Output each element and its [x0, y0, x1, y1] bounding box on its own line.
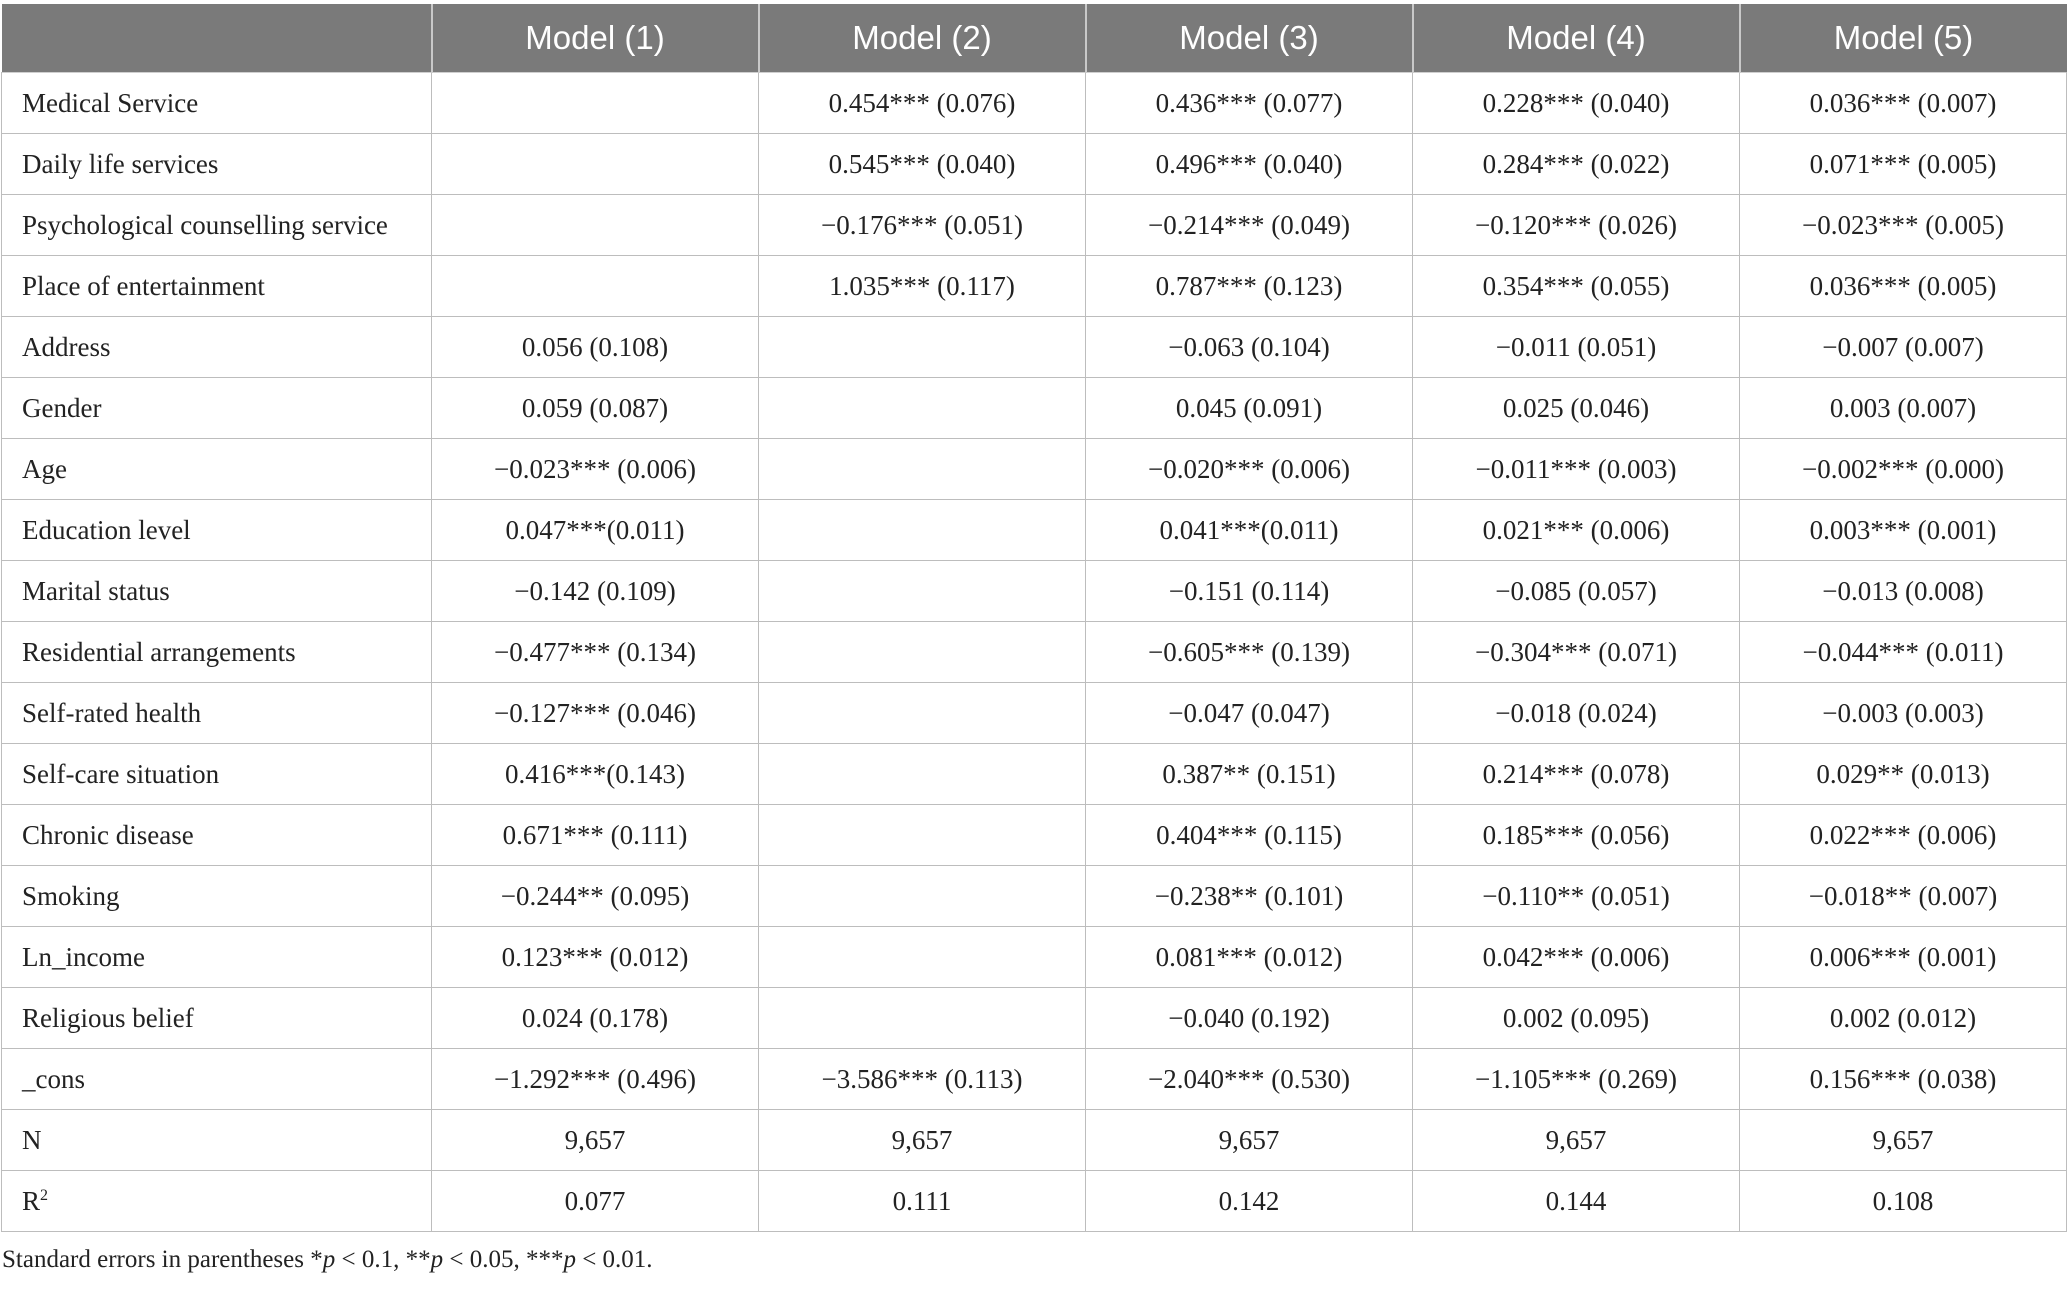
table-cell: 0.042*** (0.006) — [1413, 927, 1740, 988]
row-label: Self-rated health — [2, 683, 432, 744]
row-label: Residential arrangements — [2, 622, 432, 683]
row-label: Address — [2, 317, 432, 378]
table-cell: −0.142 (0.109) — [432, 561, 759, 622]
row-label — [2, 1171, 432, 1232]
table-cell — [759, 622, 1086, 683]
table-row — [2, 988, 2067, 1049]
table-cell: 0.045 (0.091) — [1086, 378, 1413, 439]
table-cell: 0.387** (0.151) — [1086, 744, 1413, 805]
table-cell: 1.035*** (0.117) — [759, 256, 1086, 317]
table-cell: 0.284*** (0.022) — [1413, 134, 1740, 195]
footnote-p: p — [322, 1246, 336, 1273]
table-cell: −0.127*** (0.046) — [432, 683, 759, 744]
row-label: Marital status — [2, 561, 432, 622]
table-cell: −3.586*** (0.113) — [759, 1049, 1086, 1110]
row-label: Religious belief — [2, 988, 432, 1049]
table-cell: 0.185*** (0.056) — [1413, 805, 1740, 866]
table-cell: −0.244** (0.095) — [432, 866, 759, 927]
table-cell: −0.011*** (0.003) — [1413, 439, 1740, 500]
table-cell: −0.110** (0.051) — [1413, 866, 1740, 927]
table-cell: −0.238** (0.101) — [1086, 866, 1413, 927]
table-row — [2, 744, 2067, 805]
table-cell: 0.022*** (0.006) — [1740, 805, 2067, 866]
table-cell: 9,657 — [1413, 1110, 1740, 1171]
table-row — [2, 683, 2067, 744]
table-cell: −0.023*** (0.006) — [432, 439, 759, 500]
table-cell — [759, 500, 1086, 561]
row-label: N — [2, 1110, 432, 1171]
table-cell: −0.011 (0.051) — [1413, 317, 1740, 378]
table-cell: 0.059 (0.087) — [432, 378, 759, 439]
table-row — [2, 561, 2067, 622]
table-cell: −0.214*** (0.049) — [1086, 195, 1413, 256]
table-cell: 0.036*** (0.005) — [1740, 256, 2067, 317]
table-cell — [432, 134, 759, 195]
table-cell: 0.002 (0.012) — [1740, 988, 2067, 1049]
row-label: Ln_income — [2, 927, 432, 988]
table-cell: 9,657 — [1086, 1110, 1413, 1171]
table-cell: 0.081*** (0.012) — [1086, 927, 1413, 988]
table-cell: 0.077 — [432, 1171, 759, 1232]
table-cell — [759, 805, 1086, 866]
table-cell: 0.003 (0.007) — [1740, 378, 2067, 439]
table-cell — [759, 866, 1086, 927]
table-cell: −0.044*** (0.011) — [1740, 622, 2067, 683]
table-row — [2, 1110, 2067, 1171]
table-cell: −0.151 (0.114) — [1086, 561, 1413, 622]
table-cell — [759, 439, 1086, 500]
table-cell: 0.071*** (0.005) — [1740, 134, 2067, 195]
table-cell: −2.040*** (0.530) — [1086, 1049, 1413, 1110]
table-cell: 9,657 — [759, 1110, 1086, 1171]
header-cell-model: Model (5) — [1740, 4, 2067, 73]
r-squared-label: R — [22, 1185, 41, 1216]
footnote-text: < 0.1, ** — [335, 1246, 431, 1273]
header-cell-model: Model (1) — [432, 4, 759, 73]
table-cell: 0.671*** (0.111) — [432, 805, 759, 866]
table-cell: 0.002 (0.095) — [1413, 988, 1740, 1049]
table-cell: 0.787*** (0.123) — [1086, 256, 1413, 317]
table-cell: 0.025 (0.046) — [1413, 378, 1740, 439]
table-cell: 0.108 — [1740, 1171, 2067, 1232]
table-cell: −0.023*** (0.005) — [1740, 195, 2067, 256]
table-row — [2, 927, 2067, 988]
r-squared-superscript: 2 — [40, 1186, 49, 1204]
table-row — [2, 134, 2067, 195]
table-cell: −0.020*** (0.006) — [1086, 439, 1413, 500]
footnote-text: < 0.05, *** — [443, 1246, 564, 1273]
table-cell: −0.477*** (0.134) — [432, 622, 759, 683]
table-row — [2, 1049, 2067, 1110]
table-cell: 0.228*** (0.040) — [1413, 73, 1740, 134]
table-row — [2, 439, 2067, 500]
table-row-r-squared — [2, 1171, 2067, 1232]
table-cell: 0.041***(0.011) — [1086, 500, 1413, 561]
row-label: Medical Service — [2, 73, 432, 134]
table-cell: 0.416***(0.143) — [432, 744, 759, 805]
table-cell — [759, 317, 1086, 378]
header-cell-variable — [2, 4, 432, 73]
table-row — [2, 378, 2067, 439]
table-row — [2, 195, 2067, 256]
table-cell — [759, 378, 1086, 439]
regression-table-container — [0, 4, 2068, 1274]
table-cell: −0.120*** (0.026) — [1413, 195, 1740, 256]
table-row — [2, 500, 2067, 561]
header-row — [2, 4, 2067, 73]
row-label: _cons — [2, 1049, 432, 1110]
table-cell: −0.047 (0.047) — [1086, 683, 1413, 744]
table-cell — [432, 195, 759, 256]
table-cell: 0.047***(0.011) — [432, 500, 759, 561]
table-cell: −0.605*** (0.139) — [1086, 622, 1413, 683]
table-cell: 9,657 — [432, 1110, 759, 1171]
table-cell: −0.013 (0.008) — [1740, 561, 2067, 622]
table-cell: −0.002*** (0.000) — [1740, 439, 2067, 500]
footnote-p: p — [430, 1246, 444, 1273]
table-cell: 0.436*** (0.077) — [1086, 73, 1413, 134]
table-cell: 0.214*** (0.078) — [1413, 744, 1740, 805]
table-cell: −0.085 (0.057) — [1413, 561, 1740, 622]
table-cell — [759, 683, 1086, 744]
table-cell — [759, 744, 1086, 805]
table-cell: 0.111 — [759, 1171, 1086, 1232]
row-label: Education level — [2, 500, 432, 561]
footnote-text: Standard errors in parentheses * — [2, 1246, 323, 1273]
table-cell: 0.024 (0.178) — [432, 988, 759, 1049]
table-footnote — [2, 1246, 2068, 1274]
row-label: Chronic disease — [2, 805, 432, 866]
row-label: Gender — [2, 378, 432, 439]
footnote-p: p — [563, 1246, 576, 1273]
row-label: Place of entertainment — [2, 256, 432, 317]
table-cell — [759, 988, 1086, 1049]
footnote-text: < 0.01. — [575, 1246, 653, 1273]
table-row — [2, 317, 2067, 378]
table-cell: 0.006*** (0.001) — [1740, 927, 2067, 988]
table-cell — [432, 256, 759, 317]
table-cell: 9,657 — [1740, 1110, 2067, 1171]
table-cell — [759, 561, 1086, 622]
header-cell-model: Model (2) — [759, 4, 1086, 73]
row-label: Self-care situation — [2, 744, 432, 805]
table-cell — [432, 73, 759, 134]
table-cell: −1.105*** (0.269) — [1413, 1049, 1740, 1110]
regression-table — [1, 4, 2067, 1232]
row-label: Age — [2, 439, 432, 500]
table-cell: −0.176*** (0.051) — [759, 195, 1086, 256]
table-cell: 0.021*** (0.006) — [1413, 500, 1740, 561]
table-row — [2, 622, 2067, 683]
table-cell — [759, 927, 1086, 988]
table-row — [2, 805, 2067, 866]
table-cell: −0.018** (0.007) — [1740, 866, 2067, 927]
table-cell: 0.156*** (0.038) — [1740, 1049, 2067, 1110]
table-cell: 0.142 — [1086, 1171, 1413, 1232]
table-cell: 0.496*** (0.040) — [1086, 134, 1413, 195]
table-row — [2, 866, 2067, 927]
row-label: Daily life services — [2, 134, 432, 195]
table-cell: −0.040 (0.192) — [1086, 988, 1413, 1049]
table-cell: 0.354*** (0.055) — [1413, 256, 1740, 317]
table-cell: 0.123*** (0.012) — [432, 927, 759, 988]
row-label: Psychological counselling service — [2, 195, 432, 256]
table-cell: −0.007 (0.007) — [1740, 317, 2067, 378]
table-cell: 0.029** (0.013) — [1740, 744, 2067, 805]
table-cell: 0.144 — [1413, 1171, 1740, 1232]
row-label: Smoking — [2, 866, 432, 927]
header-cell-model: Model (3) — [1086, 4, 1413, 73]
header-cell-model: Model (4) — [1413, 4, 1740, 73]
table-row — [2, 256, 2067, 317]
table-cell: 0.036*** (0.007) — [1740, 73, 2067, 134]
table-row — [2, 73, 2067, 134]
table-cell: −1.292*** (0.496) — [432, 1049, 759, 1110]
table-cell: 0.404*** (0.115) — [1086, 805, 1413, 866]
table-cell: 0.056 (0.108) — [432, 317, 759, 378]
table-cell: −0.003 (0.003) — [1740, 683, 2067, 744]
table-cell: −0.304*** (0.071) — [1413, 622, 1740, 683]
table-cell: −0.018 (0.024) — [1413, 683, 1740, 744]
table-body — [2, 73, 2067, 1232]
table-cell: −0.063 (0.104) — [1086, 317, 1413, 378]
table-cell: 0.545*** (0.040) — [759, 134, 1086, 195]
table-cell: 0.003*** (0.001) — [1740, 500, 2067, 561]
table-cell: 0.454*** (0.076) — [759, 73, 1086, 134]
